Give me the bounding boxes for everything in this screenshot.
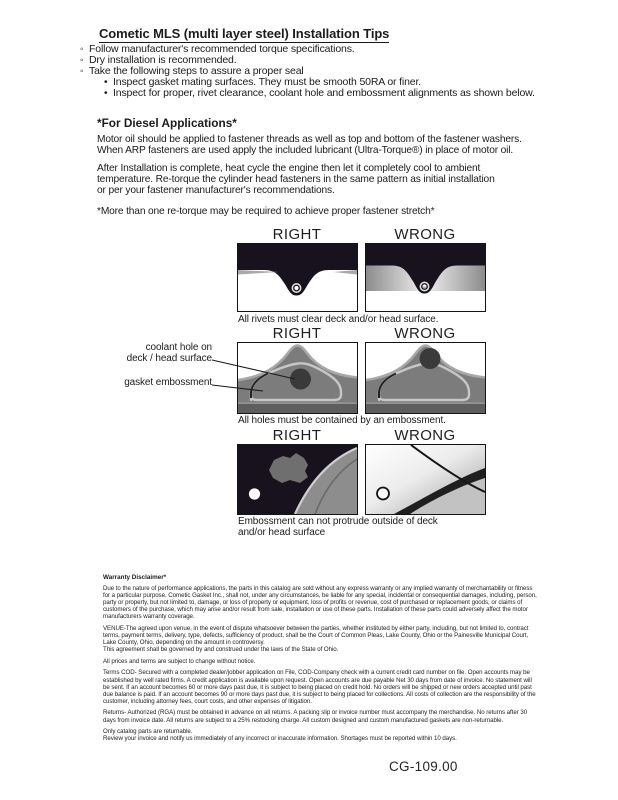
diagram-rivet-wrong xyxy=(365,243,486,312)
diagram-rivet-right-graphic xyxy=(238,244,357,311)
page-code: CG-109.00 xyxy=(389,759,458,774)
diagram-hole-wrong xyxy=(365,342,486,414)
wrong-label: WRONG xyxy=(394,226,456,243)
diesel-heading: *For Diesel Applications* xyxy=(97,116,237,130)
callout-gasket-embossment: gasket embossment xyxy=(124,377,212,388)
retorque-note: *More than one re-torque may be required to achieve proper fastener stretch* xyxy=(97,206,435,217)
wrong-label: WRONG xyxy=(394,427,456,444)
tips-list xyxy=(80,44,550,99)
figure-caption: All holes must be contained by an embossment. xyxy=(238,415,446,426)
diagram-embossment-wrong xyxy=(365,444,486,515)
paragraph-line: After Installation is complete, heat cycle the engine then let it completely cool to ambient xyxy=(97,163,481,174)
list-sub-item xyxy=(104,88,550,99)
list-item-text: Follow manufacturer's recommended torque specifications. xyxy=(89,43,355,55)
list-item-text: Take the following steps to assure a proper seal xyxy=(89,65,304,77)
callout-coolant-hole-line2: deck / head surface xyxy=(126,353,212,364)
page-title: Cometic MLS (multi layer steel) Installation Tips xyxy=(99,26,390,41)
list-item-text: Dry installation is recommended. xyxy=(89,54,237,66)
figure-caption-line: Embossment can not protrude outside of deck xyxy=(238,516,438,527)
bullet-icon xyxy=(104,88,113,99)
wrong-label: WRONG xyxy=(394,325,456,342)
diagram-rivet-right xyxy=(237,243,358,312)
callout-coolant-hole-line1: coolant hole on xyxy=(145,342,212,353)
disclaimer-paragraph: VENUE-The agreed upon venue, in the event of dispute whatsoever between the parties, whether instituted by either party, including, but not limited to, contract terms, payment terms, delivery, type, defects, sufficiency of product, shall be the Court of Common Pleas, Lake County, Ohio or the Painesville Municipal Court, Lake County, Ohio, depending on the amount in controversy. xyxy=(103,624,529,647)
right-label: RIGHT xyxy=(272,427,322,444)
warranty-disclaimer xyxy=(103,574,540,747)
paragraph-line: When ARP fasteners are used apply the included lubricant (Ultra-Torque®) in place of motor oil. xyxy=(97,145,514,156)
paragraph-line: or per your fastener manufacturer's recommendations. xyxy=(97,185,335,196)
bullet-icon xyxy=(104,77,113,88)
figure-caption xyxy=(238,516,438,538)
disclaimer-paragraph: Terms COD- Secured with a completed dealer/jobber application on File, COD-Company check with a current credit card number on file. Open accounts may be established by well rated firms. A credit application is available upon request. Open accounts are due payable Net 30 days from date of invoice. No statement will be sent. If an account becomes 60 or more days past due, it is subject to being placed on credit hold. No orders will be shipped or new orders accepted until past due balance is paid. If an account becomes 90 or more days past due, it is subject to being placed for collections. All costs of collection are the responsibility of the customer, including attorney fees, court costs, and other expenses of litigation. xyxy=(103,669,536,705)
figure-caption-line: and/or head surface xyxy=(238,527,326,538)
right-label: RIGHT xyxy=(272,226,322,243)
diagram-embossment-wrong-graphic xyxy=(366,445,485,514)
hollow-bullet-icon xyxy=(80,66,89,77)
disclaimer-paragraph: Returns- Authorized (RGA) must be obtained in advance on all returns. A packing slip or invoice number must accompany the merchandise. No returns after 30 days from invoice date. All returns are subject to a 25% restocking charge. All custom designed and custom manufactured gaskets are non-returnable. xyxy=(103,709,528,724)
disclaimer-paragraph: Review your invoice and notify us immediately of any incorrect or inaccurate information. Shortages must be reported within 10 days. xyxy=(103,735,457,743)
list-item-text: Inspect for proper, rivet clearance, coolant hole and embossment alignments as shown below. xyxy=(113,87,535,99)
page-title-wrap xyxy=(99,25,389,43)
disclaimer-heading: Warranty Disclaimer* xyxy=(103,574,167,581)
diagram-hole-wrong-graphic xyxy=(366,343,485,413)
list-item-text: Inspect gasket mating surfaces. They must be smooth 50RA or finer. xyxy=(113,76,421,88)
callout-connector-lines xyxy=(211,356,303,396)
disclaimer-paragraph: All prices and terms are subject to change without notice. xyxy=(103,657,256,665)
diagram-rivet-wrong-graphic xyxy=(366,244,485,311)
figure-caption: All rivets must clear deck and/or head surface. xyxy=(238,314,439,325)
hollow-bullet-icon xyxy=(80,44,89,55)
disclaimer-paragraph: Only catalog parts are returnable. xyxy=(103,728,193,736)
disclaimer-paragraph: This agreement shall be governed by and construed under the laws of the State of Ohio. xyxy=(103,646,339,654)
paragraph-line: Motor oil should be applied to fastener threads as well as top and bottom of the fastener washers. xyxy=(97,134,522,145)
disclaimer-paragraph: Due to the nature of performance applications, the parts in this catalog are sold without any express warranty or any implied warranty of merchantability or fitness for a particular purpose. Cometic Gasket Inc., shall not, under any circumstances, be liable for any special, incidental or consequential damages, including, person, party or property, but not limited to, damage, or loss of property or equipment, loss of profits or revenue, cost of purchased or replacement goods, or claims of customers of the purchase, which may arise and/or result from sale, installation or use of these parts. Installation of these parts could adversely affect the motor manufacturers warranty coverage. xyxy=(103,585,537,621)
diagram-embossment-right-graphic xyxy=(238,445,357,514)
paragraph-line: temperature. Re-torque the cylinder head fasteners in the same pattern as initial installation xyxy=(97,174,495,185)
hollow-bullet-icon xyxy=(80,55,89,66)
right-label: RIGHT xyxy=(272,325,322,342)
diagram-embossment-right xyxy=(237,444,358,515)
